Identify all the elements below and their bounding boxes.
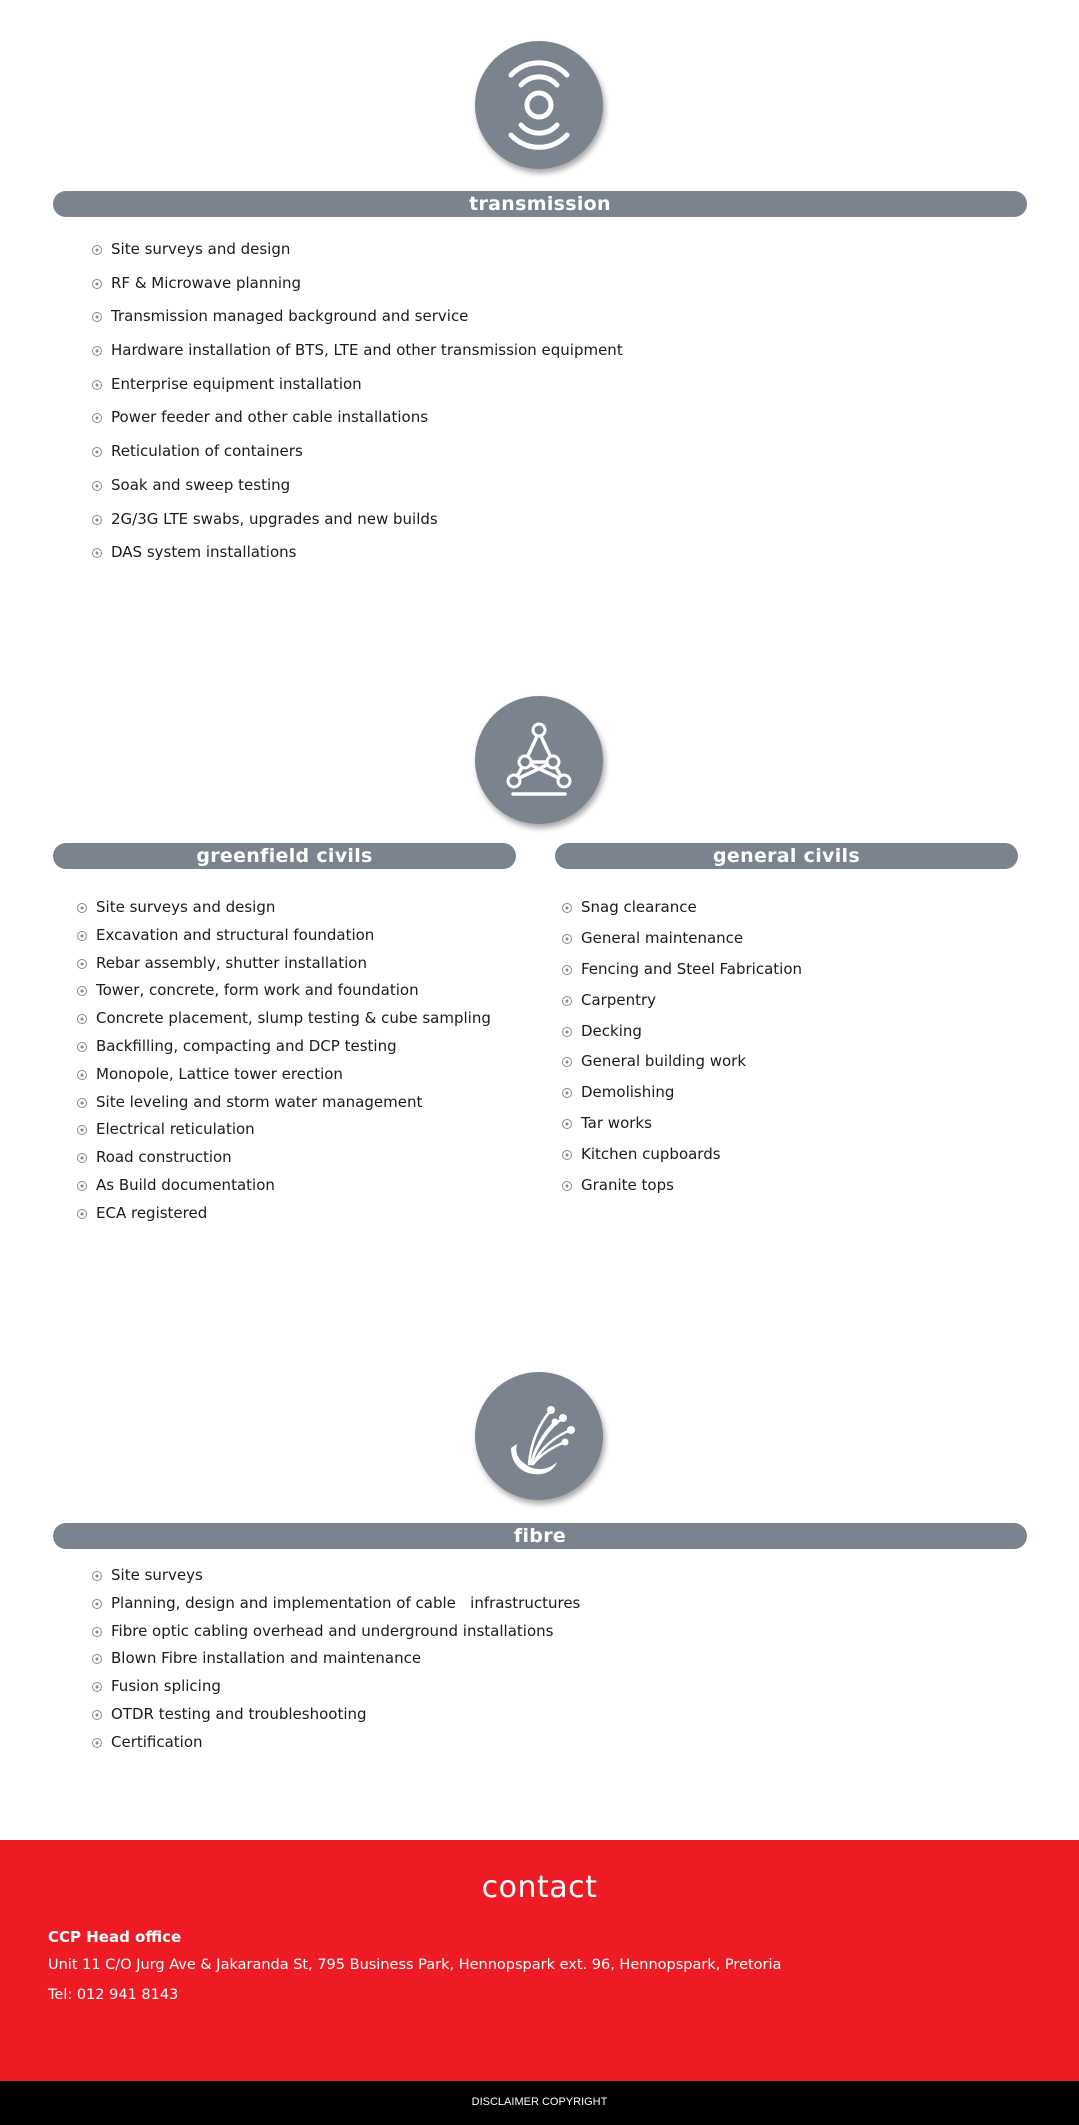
fibre-title: fibre bbox=[53, 1523, 1027, 1549]
list-item: Reticulation of containers bbox=[92, 442, 623, 476]
list-item: RF & Microwave planning bbox=[92, 274, 623, 308]
list-item: Excavation and structural foundation bbox=[77, 926, 491, 954]
fibre-section-icon bbox=[475, 1372, 603, 1500]
list-item: As Build documentation bbox=[77, 1176, 491, 1204]
list-item: Snag clearance bbox=[562, 898, 802, 929]
list-item: OTDR testing and troubleshooting bbox=[92, 1705, 580, 1733]
contact-address: Unit 11 C/O Jurg Ave & Jakaranda St, 795 Business Park, Hennopspark ext. 96, Hennopspark, Pretoria bbox=[48, 1957, 782, 1973]
list-item: Site surveys bbox=[92, 1566, 580, 1594]
list-item: Kitchen cupboards bbox=[562, 1145, 802, 1176]
list-item: Backfilling, compacting and DCP testing bbox=[77, 1037, 491, 1065]
list-item: Monopole, Lattice tower erection bbox=[77, 1065, 491, 1093]
fibre-optic-icon bbox=[489, 1386, 589, 1486]
list-item: Tower, concrete, form work and foundation bbox=[77, 981, 491, 1009]
list-item: General building work bbox=[562, 1052, 802, 1083]
list-item: Power feeder and other cable installations bbox=[92, 408, 623, 442]
list-item: Decking bbox=[562, 1022, 802, 1053]
transmission-title: transmission bbox=[53, 191, 1027, 217]
list-item: Demolishing bbox=[562, 1083, 802, 1114]
list-item: Carpentry bbox=[562, 991, 802, 1022]
greenfield-civils-title: greenfield civils bbox=[53, 843, 516, 869]
list-item: 2G/3G LTE swabs, upgrades and new builds bbox=[92, 510, 623, 544]
contact-title: contact bbox=[481, 1870, 598, 1905]
general-civils-title: general civils bbox=[555, 843, 1018, 869]
list-item: Road construction bbox=[77, 1148, 491, 1176]
list-item: Site surveys and design bbox=[92, 240, 623, 274]
list-item: ECA registered bbox=[77, 1204, 491, 1232]
contact-section bbox=[0, 1840, 1079, 2081]
list-item: Blown Fibre installation and maintenance bbox=[92, 1649, 580, 1677]
footer bbox=[0, 2081, 1079, 2125]
greenfield-civils-list bbox=[77, 898, 491, 1232]
general-civils-list bbox=[562, 898, 802, 1207]
list-item: Soak and sweep testing bbox=[92, 476, 623, 510]
contact-office: CCP Head office bbox=[48, 1928, 182, 1946]
list-item: Hardware installation of BTS, LTE and other transmission equipment bbox=[92, 341, 623, 375]
list-item: Electrical reticulation bbox=[77, 1120, 491, 1148]
list-item: Fencing and Steel Fabrication bbox=[562, 960, 802, 991]
fibre-list bbox=[92, 1566, 580, 1761]
list-item: Granite tops bbox=[562, 1176, 802, 1207]
list-item: Enterprise equipment installation bbox=[92, 375, 623, 409]
list-item: Certification bbox=[92, 1733, 580, 1761]
list-item: Site surveys and design bbox=[77, 898, 491, 926]
contact-phone[interactable]: Tel: 012 941 8143 bbox=[48, 1987, 179, 2003]
disclaimer-copyright-link[interactable]: DISCLAIMER COPYRIGHT bbox=[471, 2096, 608, 2108]
list-item: Fibre optic cabling overhead and underground installations bbox=[92, 1622, 580, 1650]
list-item: General maintenance bbox=[562, 929, 802, 960]
list-item: Site leveling and storm water management bbox=[77, 1093, 491, 1121]
list-item: Tar works bbox=[562, 1114, 802, 1145]
list-item: Transmission managed background and service bbox=[92, 307, 623, 341]
list-item: Planning, design and implementation of cable infrastructures bbox=[92, 1594, 580, 1622]
list-item: Fusion splicing bbox=[92, 1677, 580, 1705]
tower-structure-icon bbox=[489, 710, 589, 810]
list-item: Rebar assembly, shutter installation bbox=[77, 954, 491, 982]
list-item: DAS system installations bbox=[92, 543, 623, 577]
signal-waves-icon bbox=[489, 55, 589, 155]
civils-section-icon bbox=[475, 696, 603, 824]
transmission-section-icon bbox=[475, 41, 603, 169]
list-item: Concrete placement, slump testing & cube sampling bbox=[77, 1009, 491, 1037]
transmission-list bbox=[92, 240, 623, 577]
